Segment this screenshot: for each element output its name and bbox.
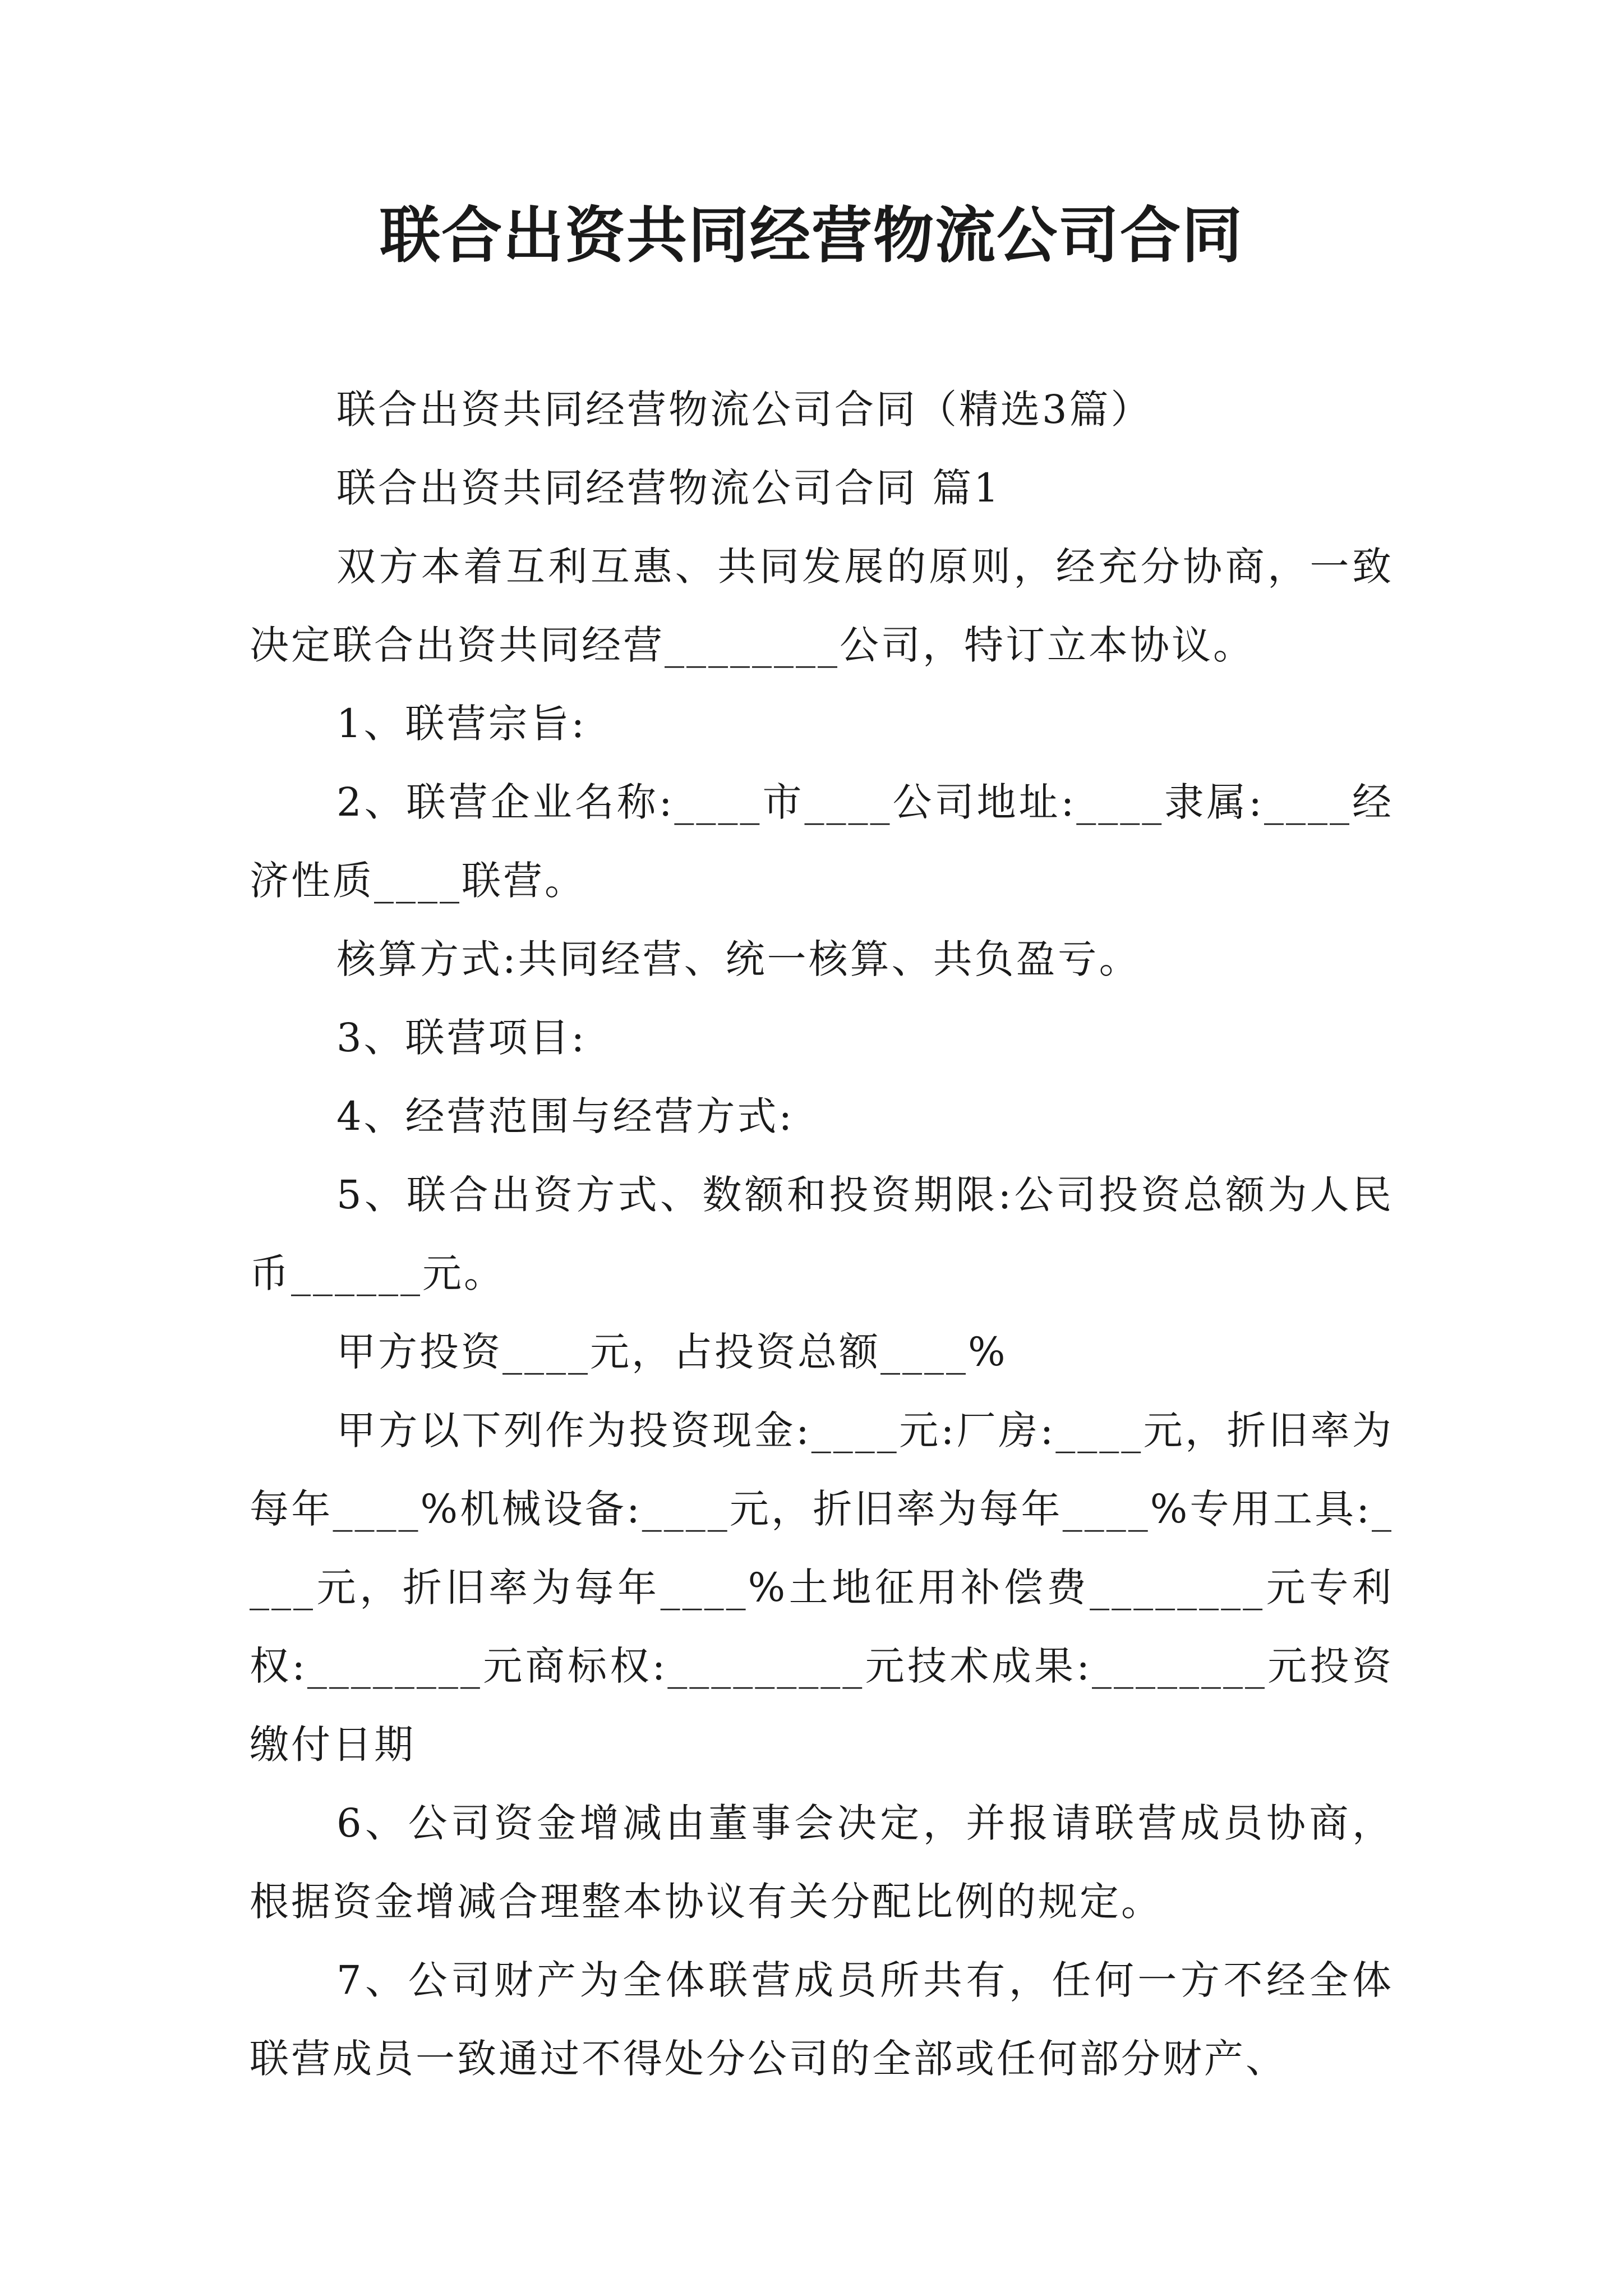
paragraph-heading-part-1: 联合出资共同经营物流公司合同 篇1 [336,465,1001,511]
paragraph-clause-1: 1、联营宗旨: [336,701,587,747]
paragraph-clause-3: 3、联营项目: [336,1015,587,1061]
paragraph-heading-collection: 联合出资共同经营物流公司合同（精选3篇） [336,386,1152,432]
paragraph-party-a-investment: 甲方投资____元，占投资总额____% [336,1329,1008,1375]
document-title: 联合出资共同经营物流公司合同 [379,200,1243,271]
paragraph-accounting-method: 核算方式:共同经营、统一核算、共负盈亏。 [336,936,1141,982]
paragraph-clause-5: 5、联合出资方式、数额和投资期限:公司投资总额为人民币______元。 [250,1172,1394,1296]
document-body [250,370,1394,2098]
paragraph-clause-2: 2、联营企业名称:____市____公司地址:____隶属:____经济性质____联营。 [250,779,1394,904]
paragraph-clause-7: 7、公司财产为全体联营成员所共有，任何一方不经全体联营成员一致通过不得处分公司的全部或任何部分财产、 [250,1957,1394,2082]
paragraph-clause-4: 4、经营范围与经营方式: [336,1093,795,1139]
paragraph-clause-6: 6、公司资金增减由董事会决定，并报请联营成员协商，根据资金增减合理整本协议有关分配比例的规定。 [250,1800,1394,1925]
paragraph-party-a-assets: 甲方以下列作为投资现金:____元:厂房:____元，折旧率为每年____%机械设备:____元，折旧率为每年____%专用工具:____元，折旧率为每年____%土地征用补偿费________元专利权:________元商标权:_________元技术成果:________元投资缴付日期 [250,1407,1394,1768]
paragraph-preamble: 双方本着互利互惠、共同发展的原则，经充分协商，一致决定联合出资共同经营________公司，特订立本协议。 [250,544,1394,668]
